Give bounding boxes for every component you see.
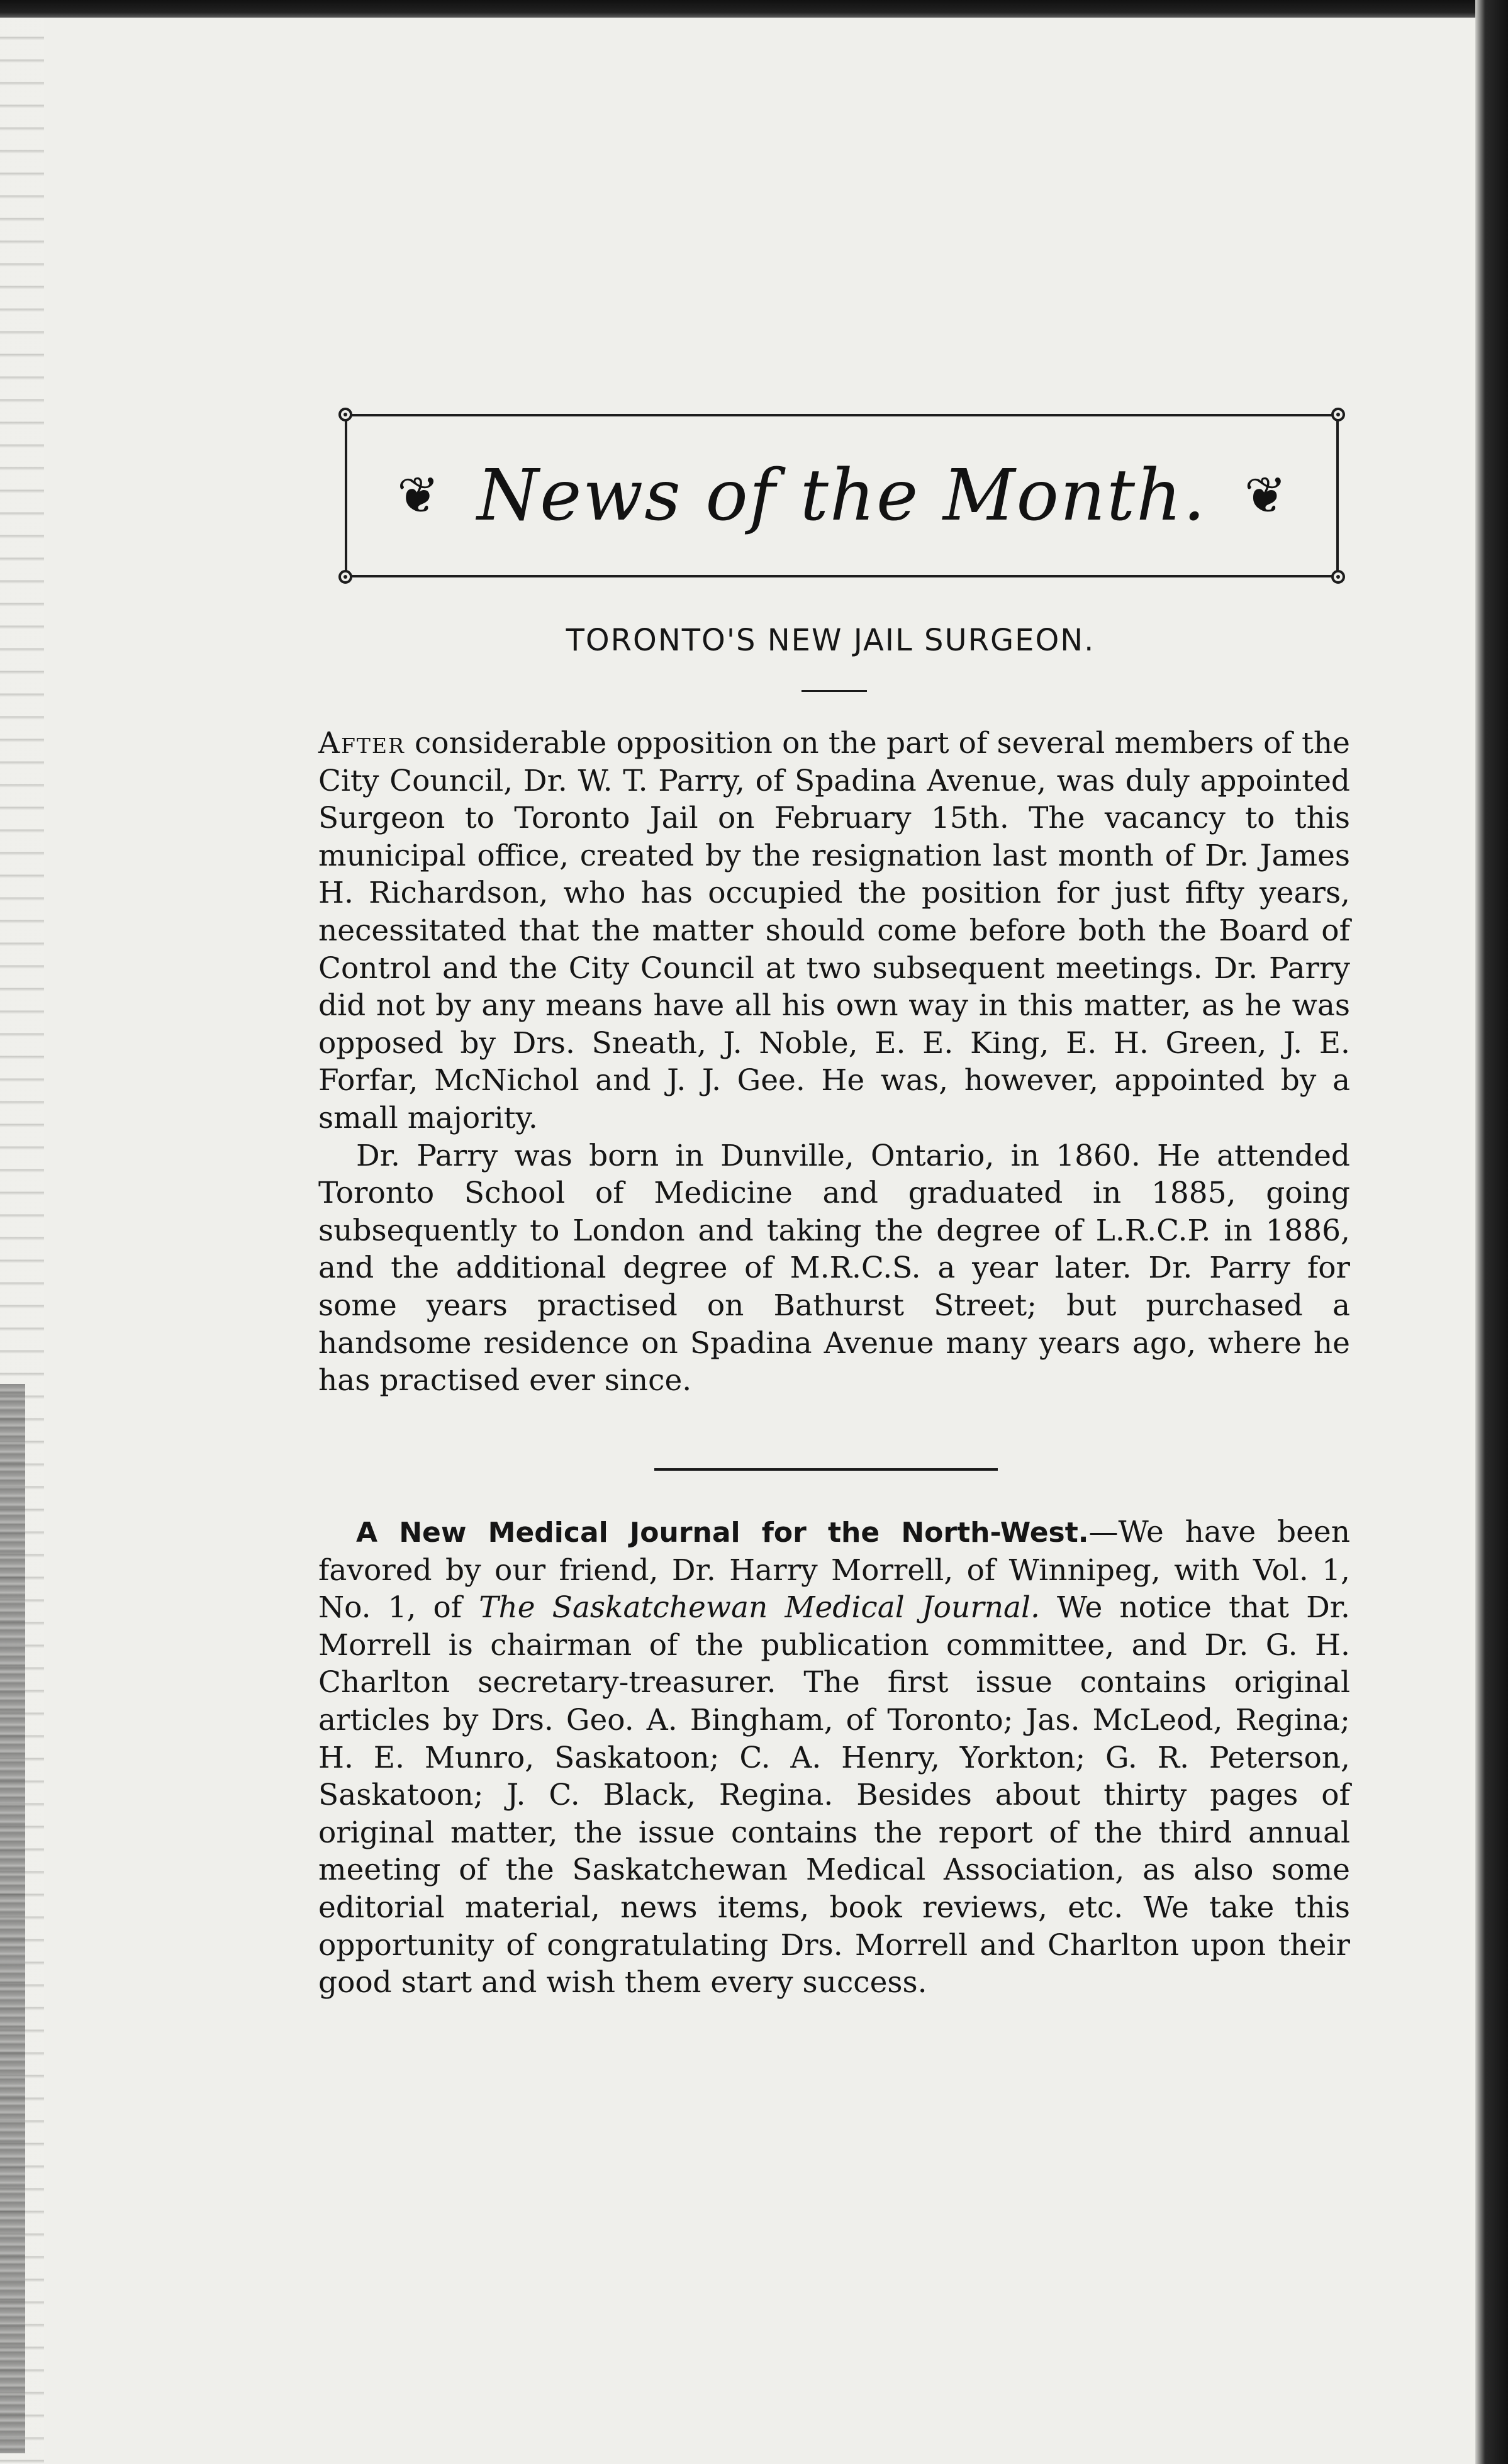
paragraph-text: —We have been favored by our friend, Dr. Harry Morrell, of Winnipeg, with Vol. 1, No. 1, of (318, 1515, 1350, 1625)
run-in-heading: A New Medical Journal for the North-West. (356, 1517, 1089, 1549)
paragraph-text: We notice that Dr. Morrell is chairman of the publication committee, and Dr. G. H. Charlton secretary-treasurer. The first issue contains original articles by Drs. Geo. A. Bingham, of Toronto; Jas. McLeod, Regina; H. E. Munro, Saskatoon; C. A. Henry, Yorkton; G. R. Peterson, Saskatoon; J. C. Black, Regina. Besides about thirty pages of original matter, the issue contains the report of the third annual meeting of the Saskatchewan Medical Association, as also some editorial material, news items, book reviews, etc. We take this opportunity of congratulating Drs. Morrell and Charlton upon their good start and wish them every success. (318, 1590, 1350, 2000)
masthead-title-row (338, 445, 1345, 546)
corner-ornament-icon (338, 408, 352, 421)
masthead-rule-bottom (345, 575, 1339, 577)
heading-divider (801, 690, 867, 692)
article-paragraph (318, 725, 1350, 1137)
scan-border-top (0, 0, 1508, 18)
article-medical-journal (318, 1514, 1350, 2002)
fleuron-icon: ❦ (1244, 466, 1287, 525)
section-heading: TORONTO'S NEW JAIL SURGEON. (566, 623, 1095, 658)
journal-title: The Saskatchewan Medical Journal. (479, 1590, 1040, 1625)
article-paragraph: Dr. Parry was born in Dunville, Ontario, in 1860. He attended Toronto School of Medicine and graduated in 1885, going subsequently to London and taking the degree of L.R.C.P. in 1886, and the additional degree of M.R.C.S. a year later. Dr. Parry for some years practised on Bathurst Street; but purchased a handsome residence on Spadina Avenue many years ago, where he has practised ever since. (318, 1138, 1350, 1398)
lead-word: After (318, 726, 405, 761)
scan-binding-shadow (0, 1384, 25, 2453)
article-divider (654, 1468, 998, 1471)
article-paragraph (318, 1514, 1350, 2002)
paragraph-text: considerable opposition on the part of several members of the City Council, Dr. W. T. Parry, of Spadina Avenue, was duly appointed Surgeon to Toronto Jail on February 15th. The vacancy to this municipal office, created by the resignation last month of Dr. James H. Richardson, who has occupied the position for just fifty years, necessitated that the matter should come before both the Board of Control and the City Council at two subsequent meetings. Dr. Parry did not by any means have all his own way in this matter, as he was opposed by Drs. Sneath, J. Noble, E. E. King, E. H. Green, J. E. Forfar, McNichol and J. J. Gee. He was, however, appointed by a small majority. (318, 726, 1350, 1135)
masthead-rule-top (345, 414, 1339, 416)
fleuron-icon: ❦ (397, 466, 440, 525)
corner-ornament-icon (1331, 408, 1345, 421)
article-jail-surgeon (318, 725, 1350, 1400)
page-title: News of the Month. (477, 455, 1207, 537)
masthead-frame (338, 408, 1345, 584)
corner-ornament-icon (338, 570, 352, 584)
corner-ornament-icon (1331, 570, 1345, 584)
scan-border-right (1475, 0, 1508, 2464)
